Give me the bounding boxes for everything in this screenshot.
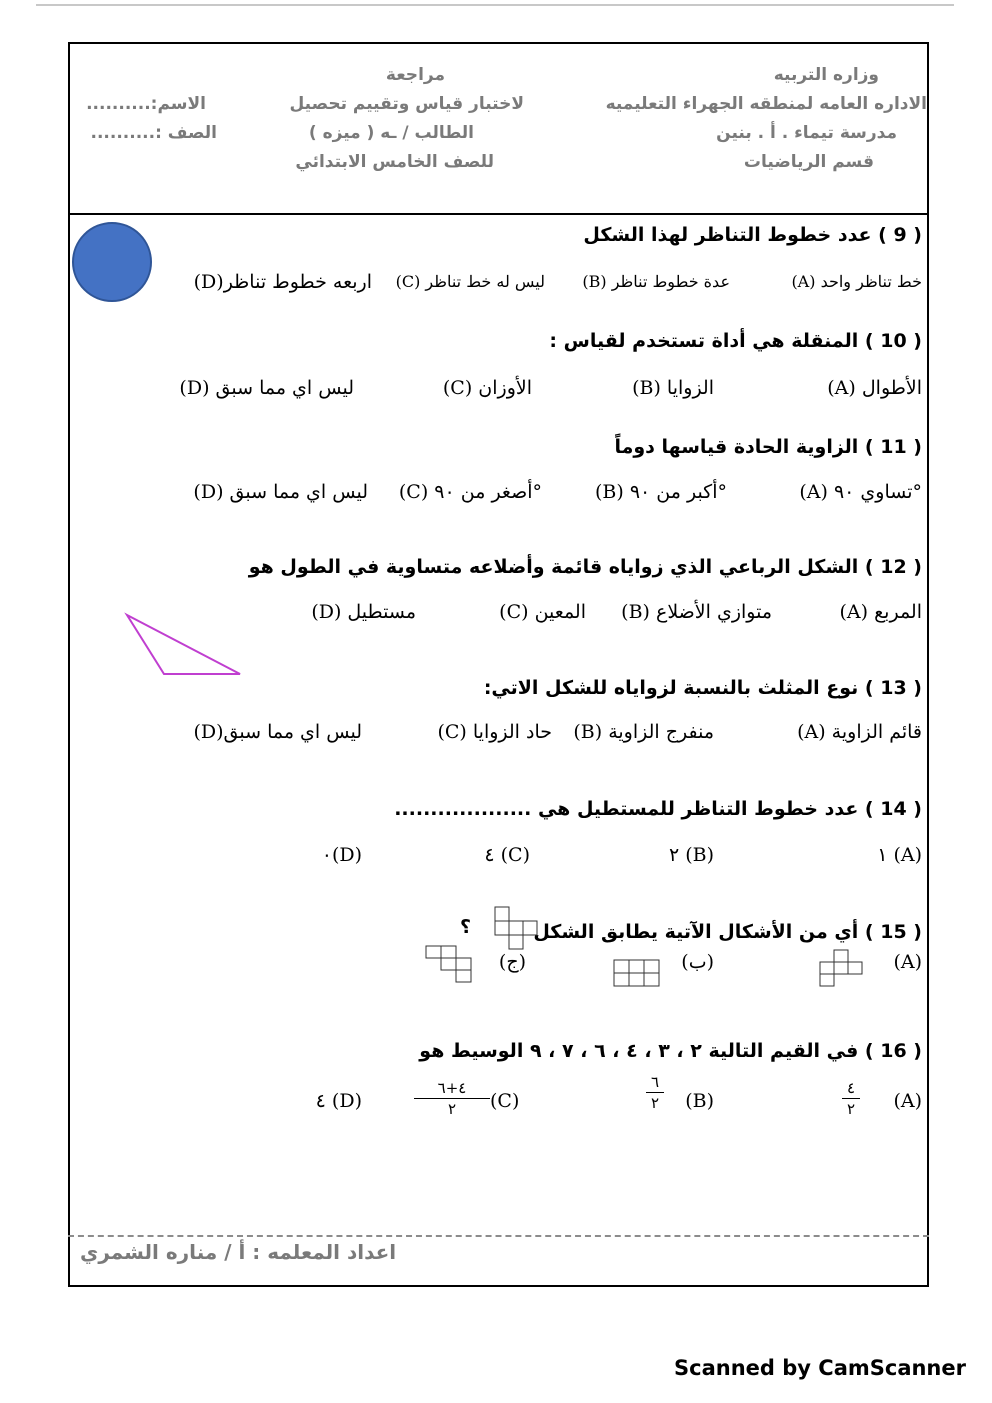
ministry-label: وزاره التربيه bbox=[773, 65, 879, 85]
fraction-denominator: ٢ bbox=[846, 1100, 856, 1118]
q12-option-d: (D) مستطيل bbox=[311, 601, 416, 623]
q15-option-a: (A) bbox=[893, 951, 922, 973]
teacher-credit: اعداد المعلمه : أ / مناره الشمري bbox=[80, 1240, 397, 1264]
obtuse-triangle-shape bbox=[122, 610, 248, 682]
footer-dashed-divider bbox=[68, 1235, 929, 1237]
q9-option-b: (B) عدة خطوط تناظر bbox=[582, 272, 730, 291]
q16-option-b-label: (B) bbox=[685, 1090, 714, 1112]
q11-option-c: (C) أصغر من ٩٠° bbox=[398, 481, 542, 503]
q16-option-c-label: (C) bbox=[490, 1090, 520, 1112]
q9-option-d: (D)اربعه خطوط تناظر bbox=[193, 271, 372, 293]
student-label: الطالب / ـه ( ميزه ) bbox=[308, 123, 474, 143]
grade-label: للصف الخامس الابتدائي bbox=[295, 152, 494, 172]
q16-option-b-fraction bbox=[646, 1074, 664, 1111]
option-b-net-shape bbox=[612, 958, 662, 992]
q10-option-c: (C) الأوزان bbox=[442, 377, 532, 399]
directorate-label: الاداره العامه لمنطقه الجهراء التعليميه bbox=[605, 94, 927, 114]
fraction-denominator: ٢ bbox=[650, 1094, 660, 1112]
review-title: مراجعة bbox=[385, 65, 445, 85]
q16-option-d: ٤ (D) bbox=[315, 1090, 362, 1112]
exam-title: لاختبار قياس وتقييم تحصيل bbox=[289, 94, 524, 114]
q14-option-a: ١ (A) bbox=[877, 844, 922, 866]
q14-option-d: ٠(D) bbox=[321, 844, 362, 866]
top-divider bbox=[36, 4, 954, 6]
department-label: قسم الرياضيات bbox=[743, 152, 874, 172]
q14-option-b: ٢ (B) bbox=[668, 844, 714, 866]
option-a-net-shape bbox=[818, 948, 866, 992]
q15-question-mark: ؟ bbox=[460, 916, 472, 938]
q10-option-a: (A) الأطوال bbox=[827, 377, 922, 399]
q11-option-a: (A) تساوي ٩٠° bbox=[799, 481, 922, 503]
question-10: ( 10 ) المنقلة هي أداة تستخدم لقياس : bbox=[549, 330, 922, 352]
question-15: ( 15 ) أي من الأشكال الآتية يطابق الشكل bbox=[533, 921, 922, 943]
fraction-bar bbox=[414, 1098, 490, 1099]
q13-option-b: (B) منفرج الزاوية bbox=[573, 721, 714, 743]
q15-option-b: (ب) bbox=[681, 951, 714, 973]
school-label: مدرسة تيماء . أ . بنين bbox=[716, 123, 897, 143]
question-14: ( 14 ) عدد خطوط التناظر للمستطيل هي ................... bbox=[394, 798, 922, 820]
fraction-bar bbox=[842, 1098, 860, 1099]
fraction-numerator: ٦ bbox=[650, 1073, 660, 1091]
fraction-denominator: ٢ bbox=[447, 1100, 457, 1118]
fraction-numerator: ٤ bbox=[846, 1079, 856, 1097]
q10-option-d: (D) ليس اي مما سبق bbox=[179, 377, 354, 399]
reference-net-shape bbox=[490, 905, 544, 955]
name-field: الاسم:.......... bbox=[86, 94, 206, 114]
q9-option-c: (C) ليس له خط تناظر bbox=[395, 272, 545, 291]
scanner-watermark: Scanned by CamScanner bbox=[674, 1356, 966, 1380]
q11-option-b: (B) أكبر من ٩٠° bbox=[594, 481, 727, 503]
q10-option-b: (B) الزوايا bbox=[632, 377, 714, 399]
question-9: ( 9 ) عدد خطوط التناظر لهذا الشكل bbox=[583, 224, 922, 246]
fraction-numerator: ٤+٦ bbox=[437, 1079, 467, 1097]
q16-option-a-fraction bbox=[842, 1080, 860, 1117]
fraction-bar bbox=[646, 1092, 664, 1093]
q13-option-c: (C) حاد الزوايا bbox=[437, 721, 552, 743]
q9-option-a: (A) خط تناظر واحد bbox=[791, 272, 922, 291]
blue-circle-shape bbox=[72, 222, 152, 302]
q13-option-a: (A) قائم الزاوية bbox=[797, 721, 922, 743]
q13-option-d: (D)ليس اي مما سبق bbox=[193, 721, 362, 743]
q12-option-a: (A) المربع bbox=[839, 601, 922, 623]
q11-option-d: (D) ليس اي مما سبق bbox=[193, 481, 368, 503]
q12-option-c: (C) المعين bbox=[499, 601, 586, 623]
option-c-net-shape bbox=[424, 944, 476, 986]
q16-option-a-label: (A) bbox=[893, 1090, 922, 1112]
question-11: ( 11 ) الزاوية الحادة قياسها دوماً bbox=[614, 436, 922, 458]
q14-option-c: ٤ (C) bbox=[484, 844, 530, 866]
header-divider bbox=[68, 213, 929, 215]
question-12: ( 12 ) الشكل الرباعي الذي زواياه قائمة وأضلاعه متساوية في الطول هو bbox=[248, 556, 922, 578]
q12-option-b: (B) متوازي الأضلاع bbox=[621, 601, 772, 623]
q16-option-c-fraction bbox=[414, 1080, 490, 1117]
class-field: الصف :.......... bbox=[90, 123, 217, 143]
question-16: ( 16 ) في القيم التالية ٢ ، ٣ ، ٤ ، ٦ ، ٧ ، ٩ الوسيط هو bbox=[419, 1040, 922, 1062]
q15-option-c: (ج) bbox=[498, 951, 526, 973]
question-13: ( 13 ) نوع المثلث بالنسبة لزواياه للشكل الاتي: bbox=[483, 677, 922, 699]
